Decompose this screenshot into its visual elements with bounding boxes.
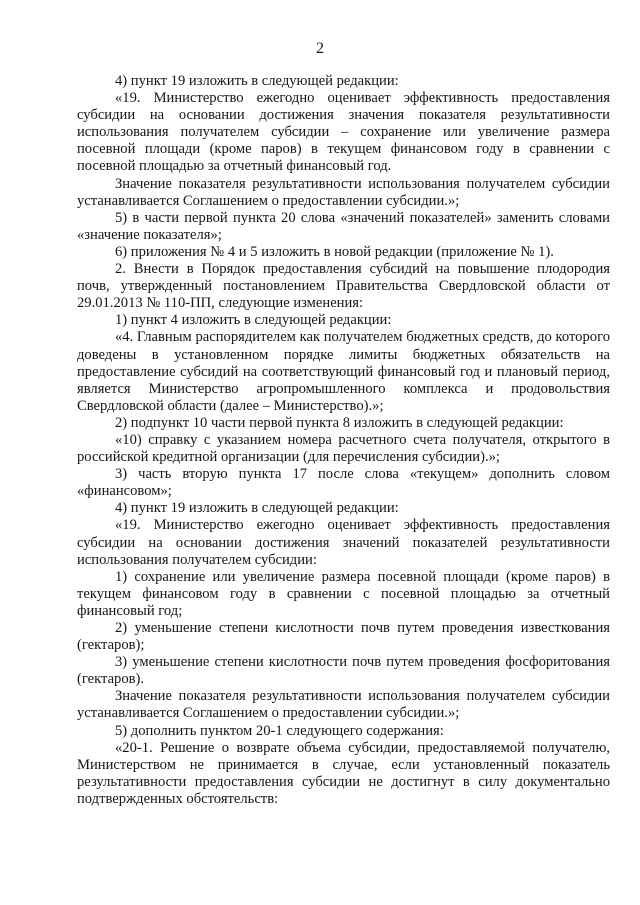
paragraph-10: «10) справку с указанием номера расчетного счета получателя, открытого в российской кредитной организации (для перечисления субсидии).»; bbox=[77, 431, 610, 466]
paragraph-7: 1) пункт 4 изложить в следующей редакции: bbox=[115, 312, 392, 329]
paragraph-15: 2) уменьшение степени кислотности почв путем проведения известкования (гектаров); bbox=[77, 620, 610, 654]
paragraph-3: Значение показателя результативности использования получателем субсидии устанавливается Соглашением о предоставлении субсидии.»; bbox=[77, 175, 610, 209]
paragraph-12: 4) пункт 19 изложить в следующей редакции: bbox=[115, 500, 399, 517]
page-number: 2 bbox=[316, 40, 324, 57]
paragraph-5: 6) приложения № 4 и 5 изложить в новой редакции (приложение № 1). bbox=[115, 243, 554, 260]
paragraph-17: Значение показателя результативности использования получателем субсидии устанавливается Соглашением о предоставлении субсидии.»; bbox=[77, 688, 610, 722]
paragraph-9: 2) подпункт 10 части первой пункта 8 изложить в следующей редакции: bbox=[115, 414, 564, 431]
paragraph-8: «4. Главным распорядителем как получателем бюджетных средств, до которого доведены в установленном порядке лимиты бюджетных обязательств на предоставление субсидий на соответствующий финансовый год и плановый период, является Министерство агропромышленного комплекса и продовольствия Свердловской области (далее – Министерство).»; bbox=[77, 329, 610, 414]
paragraph-13: «19. Министерство ежегодно оценивает эффективность предоставления субсидии на основании достижения значений показателей результативности использования получателем субсидии: bbox=[77, 517, 610, 568]
paragraph-16: 3) уменьшение степени кислотности почв путем проведения фосфоритования (гектаров). bbox=[77, 654, 610, 688]
paragraph-6: 2. Внести в Порядок предоставления субсидий на повышение плодородия почв, утвержденный постановлением Правительства Свердловской области от 29.01.2013 № 110-ПП, следующие изменения: bbox=[77, 261, 610, 312]
paragraph-14: 1) сохранение или увеличение размера посевной площади (кроме паров) в текущем финансовом году в сравнении с посевной площадью за отчетный финансовый год; bbox=[77, 568, 610, 619]
document-body bbox=[77, 73, 610, 808]
paragraph-11: 3) часть вторую пункта 17 после слова «текущем» дополнить словом «финансовом»; bbox=[77, 466, 610, 500]
paragraph-4: 5) в части первой пункта 20 слова «значений показателей» заменить словами «значение показателя»; bbox=[77, 209, 610, 243]
paragraph-18: 5) дополнить пунктом 20-1 следующего содержания: bbox=[115, 722, 444, 739]
paragraph-19: «20-1. Решение о возврате объема субсидии, предоставляемой получателю, Министерством не принимается в случае, если установленный показатель результативности предоставления субсидии не достигнут в силу документально подтвержденных обстоятельств: bbox=[77, 739, 610, 807]
paragraph-2: «19. Министерство ежегодно оценивает эффективность предоставления субсидии на основании достижения значения показателя результативности использования получателем субсидии – сохранение или увеличение размера посевной площади (кроме паров) в текущем финансовом году в сравнении с посевной площадью за отчетный финансовый год. bbox=[77, 90, 610, 175]
paragraph-1: 4) пункт 19 изложить в следующей редакции: bbox=[115, 73, 399, 89]
